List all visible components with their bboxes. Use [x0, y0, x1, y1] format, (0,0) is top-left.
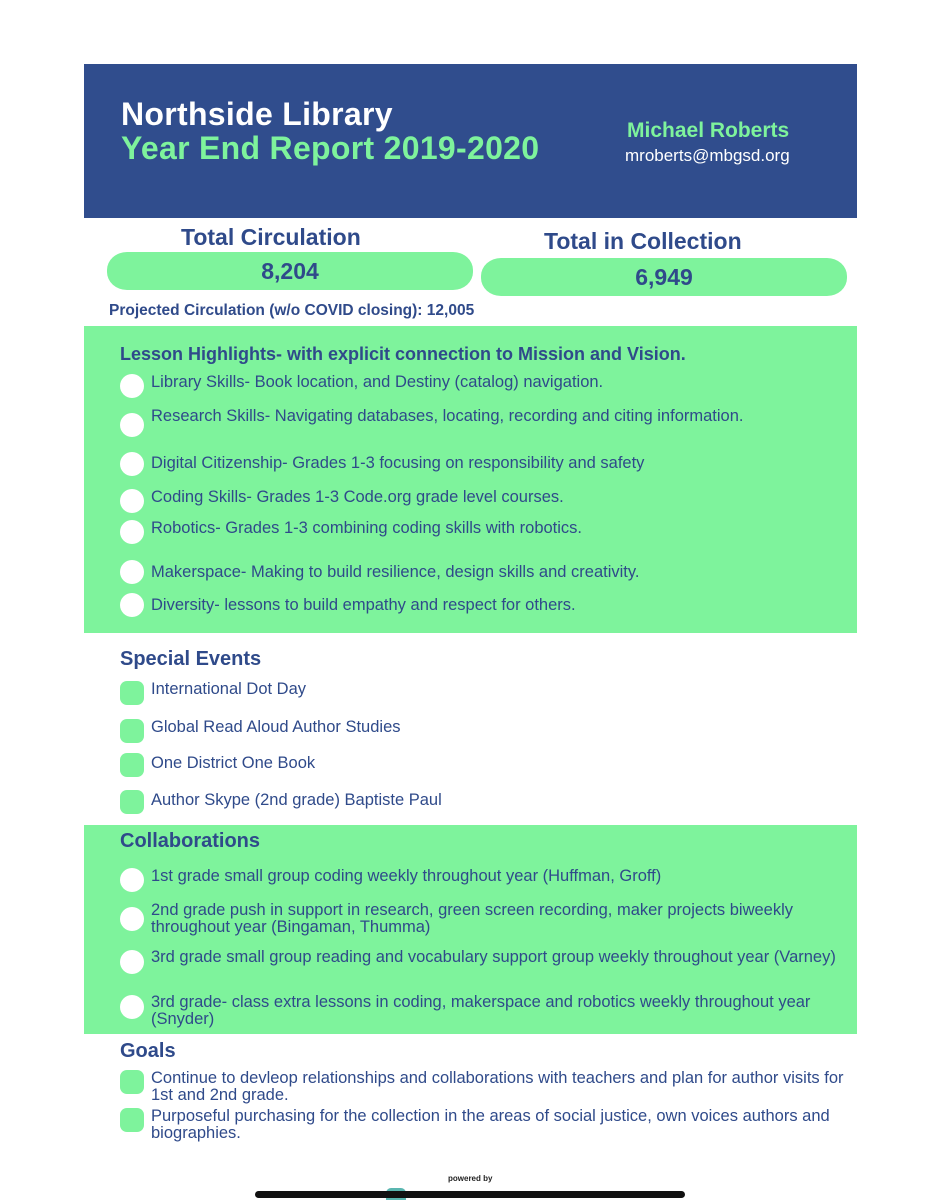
collection-value: 6,949 — [481, 258, 847, 296]
bullet-icon — [120, 790, 144, 814]
checkbox-icon — [120, 868, 144, 892]
checkbox-icon — [120, 413, 144, 437]
report-title-line2: Year End Report 2019-2020 — [121, 130, 540, 166]
checkbox-icon — [120, 489, 144, 513]
checkbox-icon — [120, 560, 144, 584]
bullet-icon — [120, 1108, 144, 1132]
bullet-icon — [120, 719, 144, 743]
lessons-title: Lesson Highlights- with explicit connection to Mission and Vision. — [120, 344, 686, 364]
checkbox-icon — [120, 520, 144, 544]
collection-label: Total in Collection — [544, 228, 742, 254]
events-title: Special Events — [120, 648, 262, 670]
projected-circulation: Projected Circulation (w/o COVID closing): 12,005 — [109, 302, 475, 319]
bullet-icon — [120, 1070, 144, 1094]
checkbox-icon — [120, 995, 144, 1019]
bullet-icon — [120, 753, 144, 777]
checkbox-icon — [120, 374, 144, 398]
circulation-value: 8,204 — [107, 252, 473, 290]
checkbox-icon — [120, 593, 144, 617]
author-email: mroberts@mbgsd.org — [625, 146, 790, 165]
home-indicator[interactable] — [255, 1191, 685, 1198]
checkbox-icon — [120, 452, 144, 476]
bullet-icon — [120, 681, 144, 705]
powered-by-label: powered by — [448, 1174, 493, 1183]
collaborations-title: Collaborations — [120, 830, 261, 852]
author-name: Michael Roberts — [627, 119, 790, 142]
checkbox-icon — [120, 950, 144, 974]
circulation-label: Total Circulation — [181, 224, 361, 250]
checkbox-icon — [120, 907, 144, 931]
report-header — [84, 64, 857, 218]
goals-title: Goals — [120, 1040, 176, 1062]
report-title-line1: Northside Library — [121, 96, 393, 132]
